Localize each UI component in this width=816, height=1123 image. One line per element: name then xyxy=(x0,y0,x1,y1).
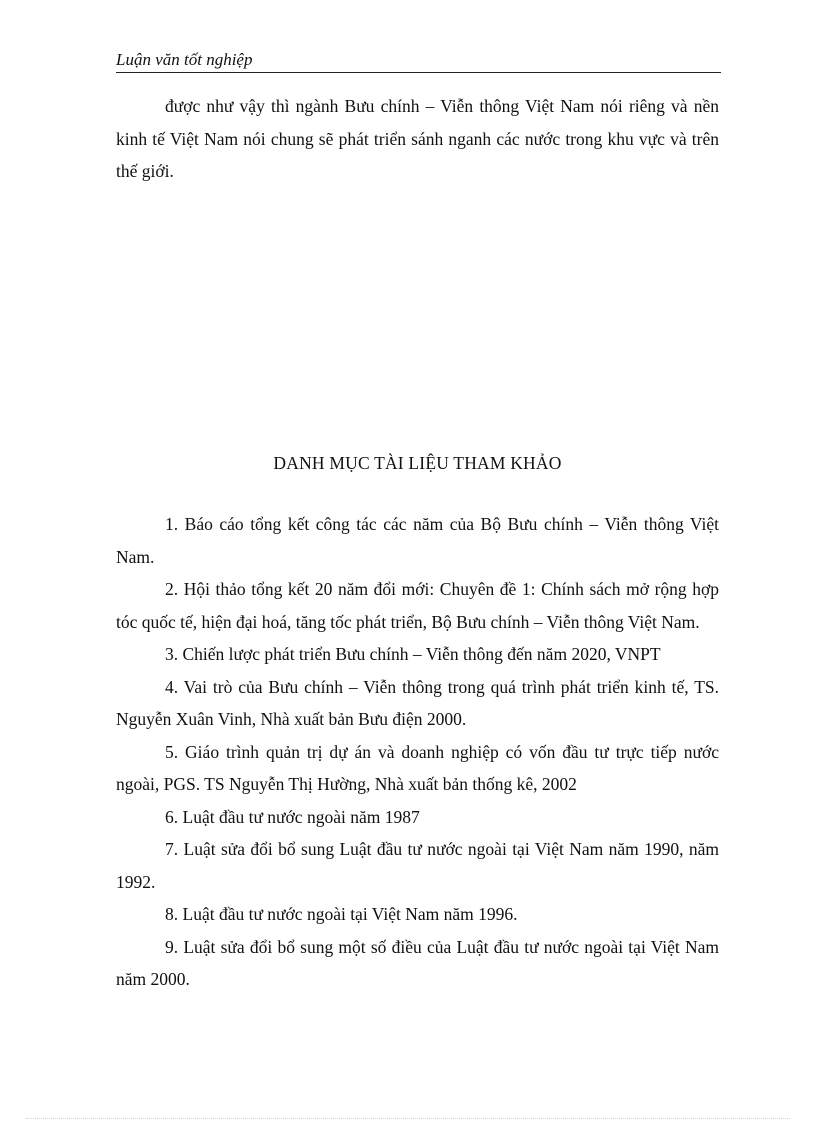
header-title: Luận văn tốt nghiệp xyxy=(116,50,253,69)
reference-item: 6. Luật đầu tư nước ngoài năm 1987 xyxy=(165,806,420,827)
reference-item: 4. Vai trò của Bưu chính – Viễn thông trong quá trình phát triển kinh tế, TS. Nguyễn Xuân Vinh, Nhà xuất bản Bưu điện 2000. xyxy=(116,676,719,729)
page-bottom-divider xyxy=(26,1118,790,1119)
reference-item: 7. Luật sửa đổi bổ sung Luật đầu tư nước ngoài tại Việt Nam năm 1990, năm 1992. xyxy=(116,839,719,892)
references-heading: DANH MỤC TÀI LIỆU THAM KHẢO xyxy=(273,453,562,473)
reference-item: 2. Hội thảo tổng kết 20 năm đổi mới: Chuyên đề 1: Chính sách mở rộng hợp tóc quốc tế, hiện đại hoá, tăng tốc phát triển, Bộ Bưu chính – Viễn thông Việt Nam. xyxy=(116,579,719,632)
reference-item: 5. Giáo trình quản trị dự án và doanh nghiệp có vốn đầu tư trực tiếp nước ngoài, PGS. TS Nguyễn Thị Hường, Nhà xuất bản thống kê, 2002 xyxy=(116,741,719,794)
page-header xyxy=(116,50,721,73)
reference-item: 9. Luật sửa đổi bổ sung một số điều của Luật đầu tư nước ngoài tại Việt Nam năm 2000. xyxy=(116,936,719,989)
reference-item: 8. Luật đầu tư nước ngoài tại Việt Nam năm 1996. xyxy=(165,904,518,924)
reference-item: 3. Chiến lược phát triển Bưu chính – Viễn thông đến năm 2020, VNPT xyxy=(165,644,661,664)
intro-paragraph: được như vậy thì ngành Bưu chính – Viễn thông Việt Nam nói riêng và nền kinh tế Việt Nam nói chung sẽ phát triển sánh nganh các nước trong khu vực và trên thế giới. xyxy=(116,96,719,181)
reference-item: 1. Báo cáo tổng kết công tác các năm của Bộ Bưu chính – Viễn thông Việt Nam. xyxy=(116,514,719,567)
reference-list xyxy=(116,508,719,996)
